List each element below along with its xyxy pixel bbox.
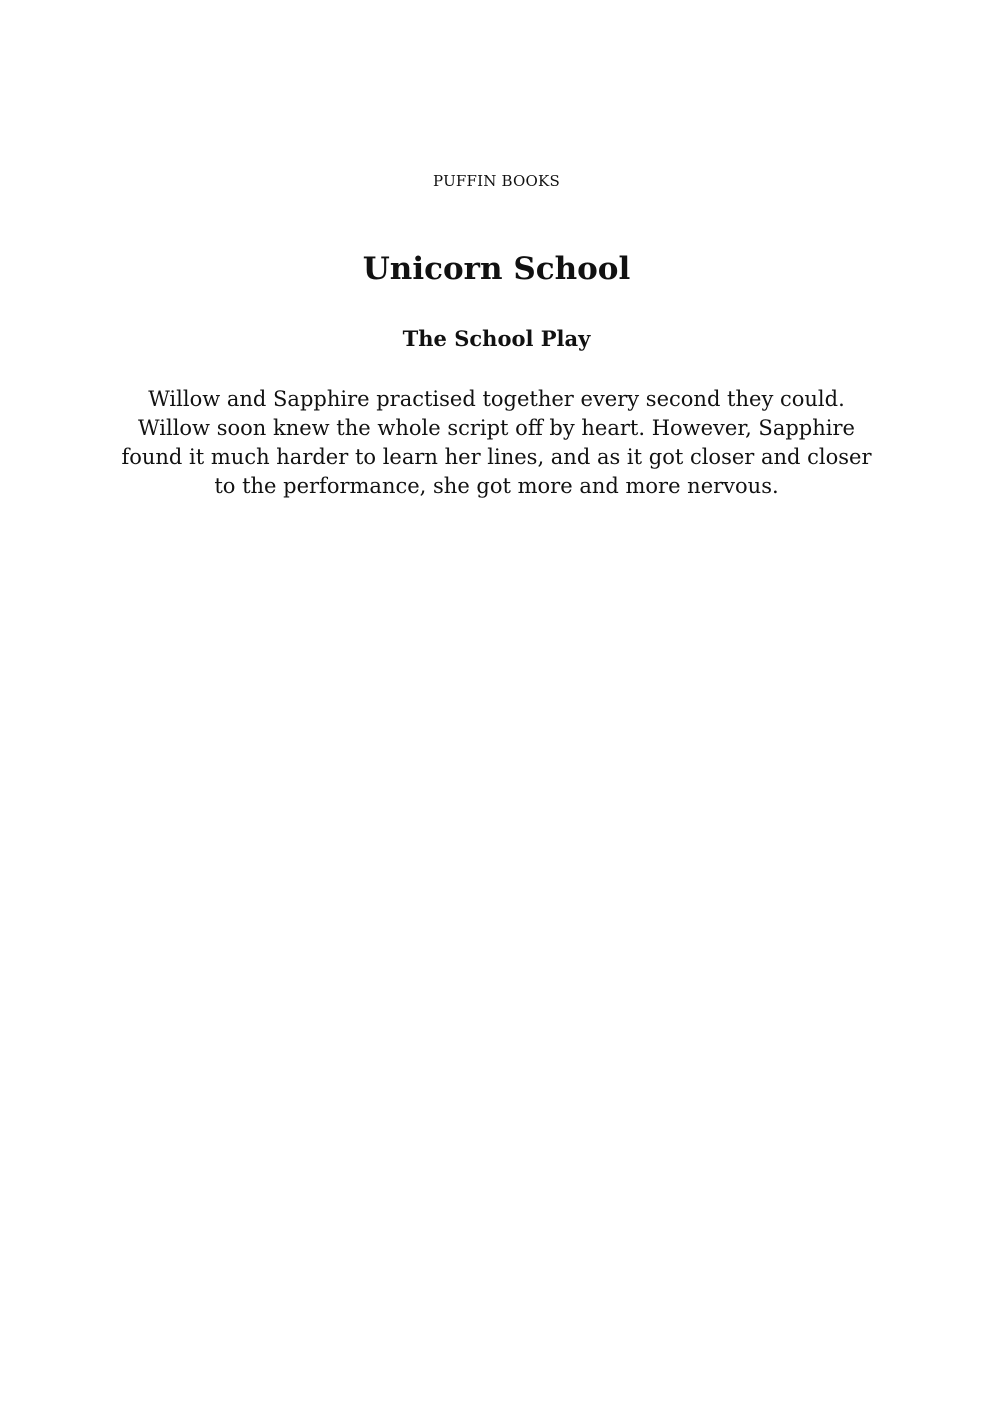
book-title: Unicorn School: [362, 251, 631, 287]
book-subtitle: The School Play: [402, 326, 591, 351]
excerpt-paragraph: Willow and Sapphire practised together every second they could. Willow soon knew the whole script off by heart. However, Sapphire found it much harder to learn her lines, and as it got closer and closer to the performance, she got more and more nervous.: [121, 387, 872, 498]
publisher-name: PUFFIN BOOKS: [433, 172, 560, 190]
